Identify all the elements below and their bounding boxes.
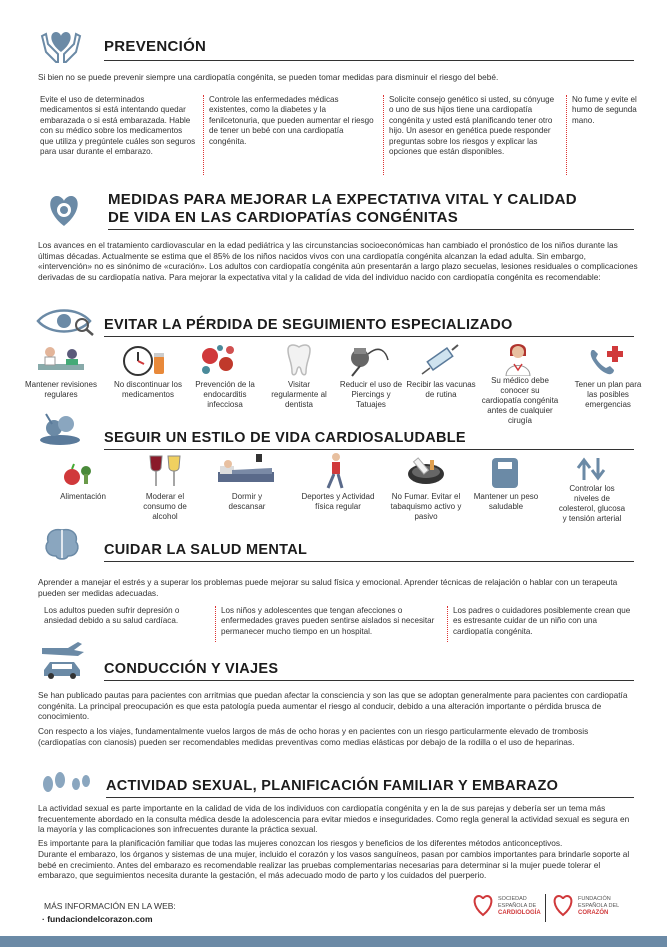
title-rule [104, 60, 634, 61]
conduccion-p2: Con respecto a los viajes, fundamentalmente vuelos largos de más de ocho horas y en pacientes con un riesgo particularmente elevado de trombosis (cardiopatías con cianosis) pueden ser recomendables medidas preventivas como medias elásticas por debajo de la rodilla o el uso de heparinas. [38, 726, 589, 747]
fec-logo-heart-icon [550, 892, 576, 918]
estilo-item-4: Deportes y Actividad física regular [301, 492, 375, 511]
doctor-icon [502, 340, 534, 376]
phone-cross-icon [586, 342, 626, 378]
seguimiento-item-7: Su médico debe conocer su cardiopatía congénita antes de cualquier cirugía [481, 376, 559, 425]
title-rule [104, 336, 634, 337]
column-divider [566, 95, 567, 175]
seguimiento-item-1: Mantener revisiones regulares [24, 380, 98, 399]
section-title-sexual: ACTIVIDAD SEXUAL, PLANIFICACIÓN FAMILIAR Y EMBARAZO [106, 778, 559, 794]
eye-magnifier-icon [36, 305, 96, 337]
conduccion-p1: Se han publicado pautas para pacientes con arritmias que puedan afectar la consciencia y son las que se adoptan generalmente para pacientes con cardiopatía congénita. La principal preocupación es que esta patología pueda aumentar el riesgo al conducir, debido a una alteración importante o pérdida brusca de conocimiento. [38, 690, 628, 722]
estilo-item-2: Moderar el consumo de alcohol [143, 492, 187, 521]
prevencion-intro: Si bien no se puede prevenir siempre una cardiopatía congénita, se pueden tomar medidas para disminuir el riesgo del bebé. [38, 72, 499, 82]
column-divider [447, 606, 448, 642]
medidas-body: Los avances en el tratamiento cardiovascular en la edad pediátrica y las circunstancias socioeconómicas han cambiado el pronóstico de los niños durante las últimas décadas. Actualmente se estima que el 85% de los niños nacidos vivos con una cardiopatía congénita alcanzan la edad adulta. Sin embargo, «intervención» no es sinónimo de «curación». Los adultos con cardiopatía congénita aún presentarán a largo plazo secuelas, lesiones residuales o complicaciones derivadas de su cardiopatía nativa. Para mejorar la expectativa vital y la calidad de vida del individuo nacido con cardiopatía congénita es recomendable: [38, 240, 638, 282]
scale-icon [490, 456, 520, 490]
more-info-label: MÁS INFORMACIÓN EN LA WEB: [44, 901, 176, 911]
tattoo-machine-icon [340, 340, 390, 378]
section-title-medidas-1: MEDIDAS PARA MEJORAR LA EXPECTATIVA VITAL Y CALIDAD [108, 191, 577, 208]
tooth-icon [284, 342, 314, 378]
title-rule [104, 449, 634, 450]
logo-divider [545, 894, 546, 922]
up-down-arrows-icon [576, 456, 606, 482]
clock-pills-icon [122, 344, 168, 378]
column-divider [203, 95, 204, 175]
sec-logo-line2: ESPAÑOLA DE [498, 903, 537, 909]
heart-badge-icon [42, 188, 86, 232]
apple-broccoli-icon [62, 462, 96, 488]
title-rule [104, 680, 634, 681]
estilo-item-3: Dormir y descansar [228, 492, 266, 511]
footprints-icon [36, 766, 96, 796]
seguimiento-item-2: No discontinuar los medicamentos [113, 380, 183, 399]
vegetables-icon [38, 410, 86, 446]
website-link[interactable]: · fundaciondelcorazon.com [42, 914, 153, 924]
column-divider [383, 95, 384, 175]
sec-logo-heart-icon [470, 892, 496, 918]
seguimiento-item-5: Reducir el uso de Piercings y Tatuajes [339, 380, 403, 409]
section-title-medidas-2: DE VIDA EN LAS CARDIOPATÍAS CONGÉNITAS [108, 209, 459, 226]
sexual-p1: La actividad sexual es parte importante en la calidad de vida de los individuos con cardiopatía congénita y en la de sus parejas y debería ser un tema más frecuentemente abordado en la consulta médica desde la adolescencia para evitar miedos e inseguridades. Como regla general la actividad sexual es segura en la mayoría y las complicaciones son infrecuentes durante la práctica sexual. [38, 803, 630, 835]
section-title-estilo: SEGUIR UN ESTILO DE VIDA CARDIOSALUDABLE [104, 430, 466, 446]
seguimiento-item-6: Recibir las vacunas de rutina [406, 380, 476, 399]
mental-col-2: Los niños y adolescentes que tengan afecciones o enfermedades graves pueden sentirse aislados si necesitar permanecer mucho tiempo en un hospital. [221, 606, 435, 636]
title-rule [104, 561, 634, 562]
estilo-item-6: Mantener un peso saludable [473, 492, 539, 511]
section-title-seguimiento: EVITAR LA PÉRDIDA DE SEGUIMIENTO ESPECIALIZADO [104, 317, 513, 333]
section-title-conduccion: CONDUCCIÓN Y VIAJES [104, 661, 279, 677]
sec-logo-line3: CARDIOLOGÍA [498, 910, 541, 916]
bacteria-icon [196, 342, 240, 378]
syringe-icon [418, 342, 462, 378]
fec-logo-line3: CORAZÓN [578, 910, 609, 916]
prevencion-col-1: Evite el uso de determinados medicamentos si está intentando quedar embarazada o si está embarazada. Hable con su médico sobre los medicamentos que utiliza y pregúntele cuáles son seguros para usar durante el embarazo. [40, 95, 196, 157]
brain-icon [42, 526, 82, 562]
wine-glasses-icon [146, 454, 186, 490]
doctor-patient-icon [36, 342, 86, 376]
hands-heart-icon [38, 22, 84, 66]
no-smoking-icon [404, 454, 448, 488]
seguimiento-item-3: Prevención de la endocarditis infecciosa [195, 380, 255, 409]
mental-col-3: Los padres o cuidadores posiblemente crean que es estresante cuidar de un niño con una cardiopatía congénita. [453, 606, 631, 636]
estilo-item-5: No Fumar. Evitar el tabaquismo activo y pasivo [390, 492, 462, 521]
seguimiento-item-8: Tener un plan para las posibles emergencias [574, 380, 642, 409]
estilo-item-7: Controlar los niveles de colesterol, glucosa y tensión arterial [558, 484, 626, 523]
mental-intro: Aprender a manejar el estrés y a superar los problemas puede mejorar su salud física y emocional. Aprender técnicas de relajación o hablar con un terapeuta pueden ser medidas adecuadas. [38, 577, 618, 598]
sec-logo-line1: SOCIEDAD [498, 896, 527, 902]
sexual-p3: Durante el embarazo, los órganos y sistemas de una mujer, incluido el corazón y los vasos sanguíneos, pasan por cambios importantes para brindarle soporte al bebé en crecimiento. Antes del embarazo es recomendable realizar las pruebas complementarias necesarias para determinar si la mujer puede tolerar el embarazo, que seguimientos necesita durante la gestación, el más adecuado modo de parto y los cuidados del puerperio. [38, 849, 630, 881]
car-plane-icon [38, 638, 88, 682]
sexual-p2: Es importante para la planificación familiar que todas las mujeres conozcan los riesgos y beneficios de los diferentes métodos anticonceptivos. [38, 838, 563, 848]
title-rule [108, 229, 634, 230]
bottom-band [0, 936, 667, 947]
prevencion-col-4: No fume y evite el humo de segunda mano. [572, 95, 637, 125]
prevencion-col-3: Solicite consejo genético si usted, su cónyuge o uno de sus hijos tiene una cardiopatía congénita y usted está planificando tener otro hijo. Un asesor en genética puede responder preguntas sobre los riesgos y explicar las opciones que están disponibles. [389, 95, 555, 157]
prevencion-col-2: Controle las enfermedades médicas existentes, como la diabetes y la fenilcetonuria, que pueden aumentar el riesgo de tener un bebé con una cardiopatía congénita. [209, 95, 374, 146]
column-divider [215, 606, 216, 642]
section-title-prevencion: PREVENCIÓN [104, 38, 207, 55]
mental-col-1: Los adultos pueden sufrir depresión o ansiedad debido a su salud cardíaca. [44, 606, 180, 626]
seguimiento-item-4: Visitar regularmente al dentista [271, 380, 327, 409]
runner-icon [320, 452, 350, 492]
fec-logo-line1: FUNDACIÓN [578, 896, 611, 902]
estilo-item-1: Alimentación [60, 492, 106, 501]
fec-logo-line2: ESPAÑOLA DEL [578, 903, 620, 909]
title-rule [106, 797, 634, 798]
section-title-mental: CUIDAR LA SALUD MENTAL [104, 542, 308, 558]
bed-icon [216, 452, 276, 488]
